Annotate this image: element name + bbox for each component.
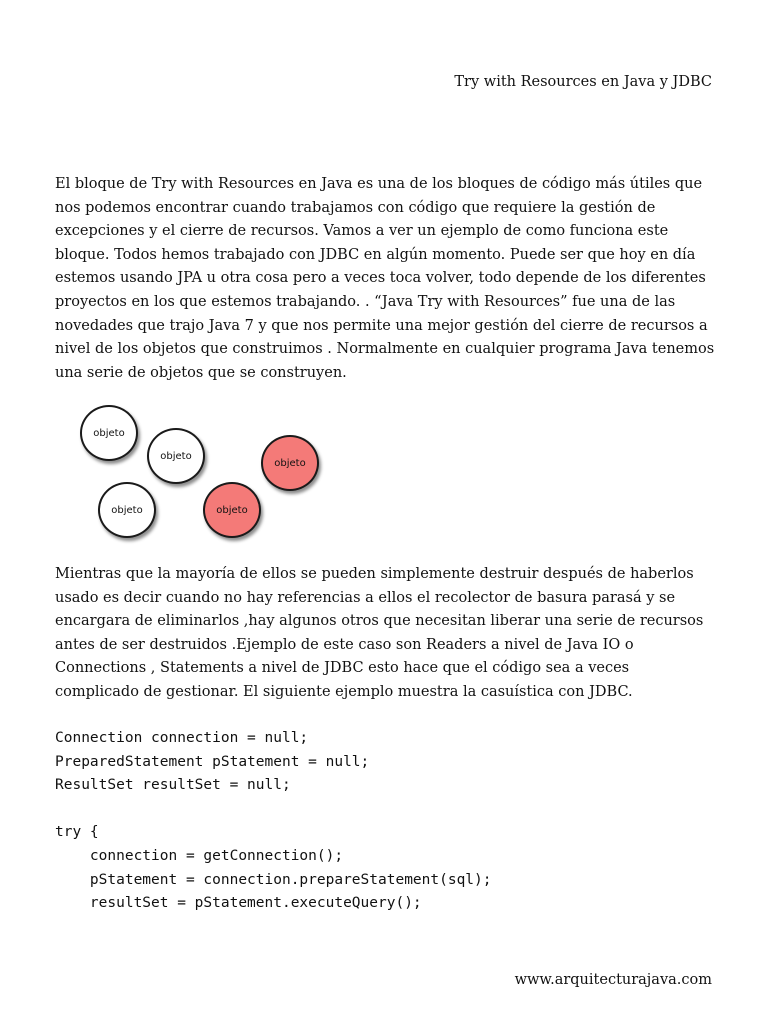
object-circle-2 bbox=[147, 428, 205, 484]
code-line: pStatement = connection.prepareStatement(sql); bbox=[55, 871, 492, 888]
code-line: try { bbox=[55, 824, 99, 841]
body-paragraph: Mientras que la mayoría de ellos se pueden simplemente destruir después de haberlos usado es decir cuando no hay referencias a ellos el recolector de basura parasá y se encargara de eliminarlos ,hay algunos otros que necesitan liberar una serie de recursos antes de ser destruidos .Ejemplo de este caso son Readers a nivel de Java IO o Connections , Statements a nivel de JDBC esto hace que el código sea a veces complicado de gestionar. El siguiente ejemplo muestra la casuística con JDBC. bbox=[55, 566, 704, 700]
code-line: PreparedStatement pStatement = null; bbox=[55, 753, 370, 770]
intro-paragraph: El bloque de Try with Resources en Java es una de los bloques de código más útiles que nos podemos encontrar cuando trabajamos con código que requiere la gestión de excepciones y el cierre de recursos. Vamos a ver un ejemplo de como funciona este bloque. Todos hemos trabajado con JDBC en algún momento. Puede ser que hoy en día estemos usando JPA u otra cosa pero a veces toca volver, todo depende de los diferentes proyectos en los que estemos trabajando. . “Java Try with Resources” fue una de las novedades que trajo Java 7 y que nos permite una mejor gestión del cierre de recursos a nivel de los objetos que construimos . Normalmente en cualquier programa Java tenemos una serie de objetos que se construyen. bbox=[55, 176, 715, 381]
object-label: objeto bbox=[274, 457, 306, 469]
object-circle-1 bbox=[80, 405, 138, 461]
code-line: ResultSet resultSet = null; bbox=[55, 777, 291, 794]
code-line: connection = getConnection(); bbox=[55, 847, 344, 864]
page-footer-url: www.arquitecturajava.com bbox=[514, 972, 712, 988]
code-line: Connection connection = null; bbox=[55, 730, 309, 746]
code-block bbox=[55, 727, 492, 916]
object-label: objeto bbox=[216, 504, 248, 516]
object-label: objeto bbox=[111, 504, 143, 516]
code-line bbox=[55, 798, 492, 822]
object-circle-3 bbox=[261, 435, 319, 491]
object-circle-5 bbox=[203, 482, 261, 538]
object-label: objeto bbox=[93, 427, 125, 439]
object-label: objeto bbox=[160, 450, 192, 462]
page-header-title: Try with Resources en Java y JDBC bbox=[454, 74, 712, 90]
code-line: resultSet = pStatement.executeQuery(); bbox=[55, 895, 422, 912]
objects-diagram bbox=[70, 395, 340, 555]
object-circle-4 bbox=[98, 482, 156, 538]
